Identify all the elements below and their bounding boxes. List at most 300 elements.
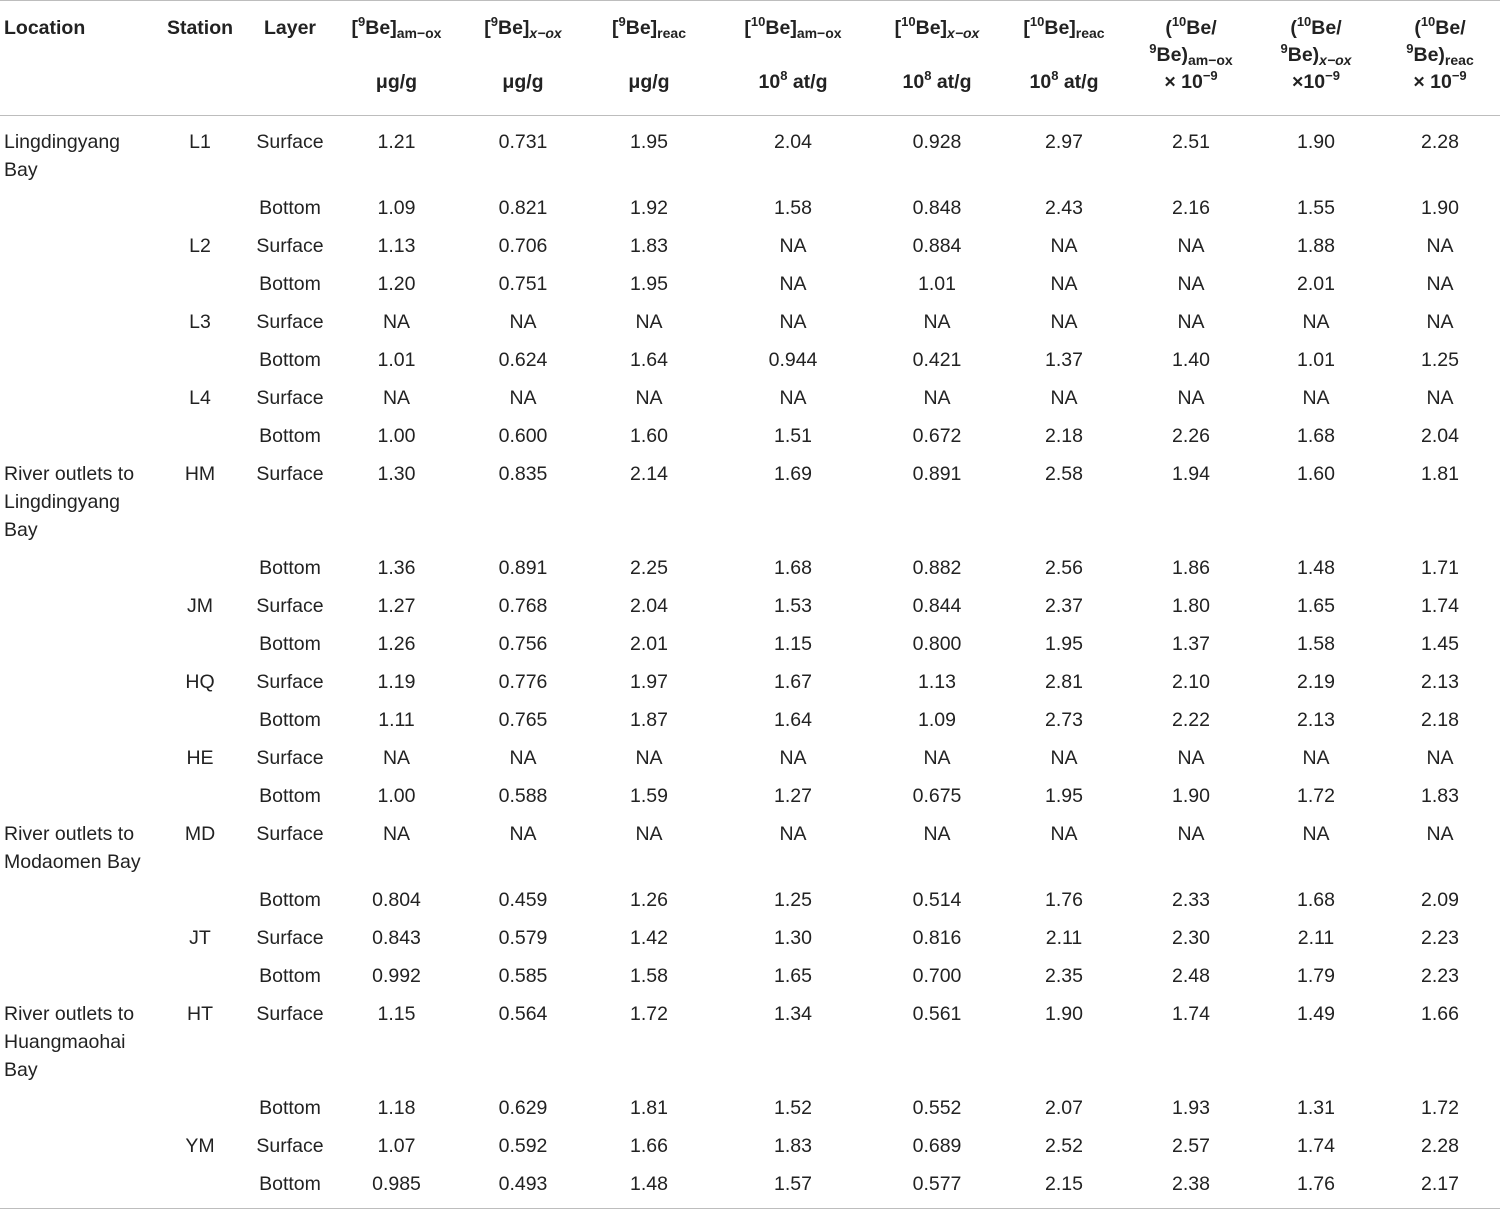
cell-value: 1.90 — [1297, 131, 1335, 153]
cell-value: NA — [1050, 747, 1078, 769]
cell-value: 1.76 — [1045, 889, 1083, 911]
cell-value: 1.90 — [1421, 197, 1459, 219]
cell-value: 1.48 — [588, 1160, 710, 1209]
cell-value: 1.65 — [1297, 595, 1335, 617]
header-location: Location — [0, 1, 155, 116]
table-row — [0, 1084, 1500, 1122]
cell-value: 0.844 — [912, 595, 962, 617]
cell-value: NA — [635, 387, 663, 409]
cell-value: 2.51 — [1172, 131, 1210, 153]
header-ratio-reac: ($^{10}$Be/ $^9Be)_{reac}$ × $10^{-9}$ — [1380, 1, 1500, 116]
cell-value: 2.37 — [1045, 595, 1083, 617]
cell-value: 0.493 — [458, 1160, 588, 1209]
cell-layer: Bottom — [259, 633, 321, 655]
cell-value: 1.83 — [774, 1135, 812, 1157]
cell-value: NA — [779, 273, 807, 295]
cell-value: 1.30 — [774, 927, 812, 949]
header-be9-am-ox: $[^9Be]_{am-ox}$ μg/g — [335, 1, 458, 116]
cell-station — [155, 544, 245, 582]
header-station: Station — [155, 1, 245, 116]
cell-station: JM — [187, 595, 213, 617]
cell-value: 0.514 — [912, 889, 962, 911]
cell-value: 2.81 — [1045, 671, 1083, 693]
cell-layer: Surface — [256, 823, 324, 845]
cell-layer: Bottom — [259, 889, 321, 911]
cell-value: 0.821 — [498, 197, 548, 219]
cell-value: NA — [382, 311, 411, 333]
cell-value: 1.74 — [1297, 1135, 1335, 1157]
cell-layer: Bottom — [245, 1160, 335, 1209]
cell-value: 1.68 — [774, 557, 812, 579]
cell-value: 1.40 — [1172, 349, 1210, 371]
cell-value: NA — [1426, 273, 1454, 295]
cell-value: NA — [509, 823, 537, 845]
cell-value: 0.588 — [498, 785, 548, 807]
cell-layer: Bottom — [259, 349, 321, 371]
cell-value: 1.34 — [774, 1003, 812, 1025]
cell-location — [0, 772, 155, 810]
cell-value: 1.30 — [377, 463, 416, 485]
cell-layer: Surface — [256, 1003, 324, 1025]
cell-value: 1.90 — [1045, 1003, 1083, 1025]
cell-value: 2.11 — [1297, 927, 1335, 949]
cell-value: 2.11 — [1045, 927, 1083, 949]
header-ratio-x-ox: ($^{10}$Be/ $^9Be)_{x-ox}$ $\times 10^{-9}$ — [1252, 1, 1380, 116]
cell-value: 2.04 — [1421, 425, 1459, 447]
cell-value: 1.72 — [1297, 785, 1335, 807]
cell-layer: Bottom — [259, 1097, 321, 1119]
cell-layer: Bottom — [259, 273, 321, 295]
cell-location — [0, 734, 155, 772]
cell-location — [0, 582, 155, 620]
cell-value: 1.60 — [1297, 463, 1335, 485]
cell-station: L4 — [189, 387, 211, 409]
cell-value: NA — [1177, 387, 1205, 409]
table-row — [0, 734, 1500, 772]
cell-value: 1.97 — [630, 671, 668, 693]
cell-layer: Bottom — [259, 197, 321, 219]
cell-value: 0.421 — [912, 349, 962, 371]
cell-layer: Surface — [256, 595, 324, 617]
table-row — [0, 450, 1500, 544]
cell-value: 2.28 — [1421, 1135, 1459, 1157]
cell-layer: Bottom — [259, 709, 321, 731]
table-row — [0, 582, 1500, 620]
cell-location: River outlets to Modaomen Bay — [4, 823, 141, 873]
cell-value: NA — [1177, 311, 1205, 333]
cell-value: 1.95 — [630, 273, 668, 295]
cell-value: NA — [382, 747, 411, 769]
unit-label: μg/g — [628, 71, 670, 93]
unit-label: × $10^{-9}$ — [1413, 68, 1467, 93]
unit-label: $10^8$ at/g — [1029, 68, 1099, 93]
cell-value: 0.561 — [912, 1003, 962, 1025]
cell-value: 2.19 — [1297, 671, 1335, 693]
cell-value: 2.30 — [1172, 927, 1210, 949]
cell-value: 1.11 — [378, 709, 415, 731]
cell-value: 2.22 — [1172, 709, 1210, 731]
cell-value: 2.07 — [1045, 1097, 1083, 1119]
cell-value: 0.592 — [498, 1135, 548, 1157]
cell-value: NA — [1050, 235, 1078, 257]
cell-value: NA — [923, 311, 951, 333]
cell-value: 1.71 — [1421, 557, 1459, 579]
cell-value: 1.26 — [377, 633, 416, 655]
table-row — [0, 772, 1500, 810]
cell-value: 1.52 — [774, 1097, 812, 1119]
cell-value: 1.72 — [1421, 1097, 1459, 1119]
cell-location — [0, 544, 155, 582]
cell-station: HQ — [185, 671, 215, 693]
cell-value: NA — [1050, 387, 1078, 409]
cell-value: NA — [1426, 387, 1454, 409]
cell-value: 1.13 — [377, 235, 416, 257]
cell-value: 0.992 — [372, 965, 421, 987]
cell-value: 1.51 — [774, 425, 812, 447]
cell-value: NA — [779, 823, 807, 845]
cell-location: Lingdingyang Bay — [4, 131, 121, 181]
cell-value: 1.64 — [630, 349, 668, 371]
table-row — [0, 876, 1500, 914]
cell-value: NA — [923, 747, 951, 769]
cell-value: 2.13 — [1297, 709, 1335, 731]
table-row — [0, 914, 1500, 952]
cell-station: L1 — [189, 131, 211, 153]
cell-value: 0.928 — [912, 131, 962, 153]
table-row — [0, 260, 1500, 298]
cell-value: 0.944 — [768, 349, 818, 371]
cell-value: NA — [635, 311, 663, 333]
cell-value: 1.74 — [1172, 1003, 1210, 1025]
cell-value: 2.38 — [1130, 1160, 1252, 1209]
cell-value: 1.27 — [774, 785, 812, 807]
cell-value: 1.60 — [630, 425, 668, 447]
cell-value: NA — [1177, 273, 1205, 295]
cell-value: 1.27 — [377, 595, 416, 617]
cell-location — [0, 1160, 155, 1209]
cell-layer: Surface — [256, 235, 324, 257]
cell-value: 0.835 — [498, 463, 548, 485]
cell-value: 1.21 — [377, 131, 416, 153]
cell-value: 1.25 — [774, 889, 812, 911]
cell-value: NA — [1302, 747, 1330, 769]
cell-station: L2 — [189, 235, 211, 257]
cell-value: 2.57 — [1172, 1135, 1210, 1157]
cell-value: 1.74 — [1421, 595, 1459, 617]
cell-value: 0.552 — [912, 1097, 962, 1119]
cell-value: 2.01 — [1297, 273, 1335, 295]
cell-value: 1.58 — [1297, 633, 1335, 655]
cell-value: 2.33 — [1172, 889, 1210, 911]
cell-station: L3 — [189, 311, 211, 333]
cell-value: 2.56 — [1045, 557, 1083, 579]
cell-value: 0.765 — [498, 709, 548, 731]
cell-value: NA — [1426, 823, 1454, 845]
cell-value: 2.14 — [630, 463, 668, 485]
cell-value: 0.579 — [498, 927, 548, 949]
cell-value: 2.73 — [1045, 709, 1083, 731]
cell-value: NA — [382, 823, 411, 845]
cell-value: 1.26 — [630, 889, 668, 911]
cell-station — [155, 336, 245, 374]
cell-value: 1.83 — [630, 235, 668, 257]
table-row — [0, 298, 1500, 336]
table-row — [0, 1122, 1500, 1160]
cell-location — [0, 374, 155, 412]
cell-value: 2.97 — [1045, 131, 1083, 153]
cell-value: 0.577 — [876, 1160, 998, 1209]
cell-value: 1.49 — [1297, 1003, 1335, 1025]
cell-value: 0.564 — [498, 1003, 548, 1025]
cell-value: NA — [923, 823, 951, 845]
cell-value: 1.01 — [1297, 349, 1335, 371]
cell-value: 1.68 — [1297, 889, 1335, 911]
cell-value: 0.585 — [498, 965, 548, 987]
cell-value: NA — [635, 747, 663, 769]
cell-location — [0, 260, 155, 298]
unit-label: μg/g — [375, 71, 418, 93]
cell-value: 1.37 — [1172, 633, 1210, 655]
cell-value: 2.35 — [1045, 965, 1083, 987]
table-row — [0, 810, 1500, 876]
cell-location — [0, 336, 155, 374]
cell-value: 2.17 — [1380, 1160, 1500, 1209]
cell-value: NA — [779, 747, 807, 769]
header-be10-am-ox: $[^{10}Be]_{am-ox}$ $10^8$ at/g — [710, 1, 876, 116]
cell-value: 1.72 — [630, 1003, 668, 1025]
cell-value: NA — [509, 747, 537, 769]
table-row — [0, 184, 1500, 222]
cell-value: 2.13 — [1421, 671, 1459, 693]
table-row — [0, 374, 1500, 412]
cell-station: MD — [184, 823, 216, 845]
cell-value: 1.88 — [1297, 235, 1335, 257]
cell-value: 1.19 — [377, 671, 416, 693]
cell-value: NA — [509, 311, 537, 333]
cell-value: 1.01 — [377, 349, 416, 371]
cell-value: 2.04 — [774, 131, 812, 153]
cell-value: 0.706 — [498, 235, 548, 257]
cell-value: NA — [923, 387, 951, 409]
cell-value: 2.48 — [1172, 965, 1210, 987]
table-row — [0, 990, 1500, 1084]
cell-value: 1.95 — [1045, 785, 1083, 807]
cell-value: 1.69 — [774, 463, 812, 485]
cell-station — [155, 620, 245, 658]
cell-station — [155, 184, 245, 222]
cell-value: 2.09 — [1421, 889, 1459, 911]
cell-value: 0.624 — [498, 349, 548, 371]
cell-value: 1.92 — [630, 197, 668, 219]
table-row — [0, 620, 1500, 658]
cell-value: 1.48 — [1297, 557, 1335, 579]
cell-value: 1.00 — [377, 785, 416, 807]
header-be9-x-ox: $[^9Be]_{x-ox}$ μg/g — [458, 1, 588, 116]
table-row — [0, 952, 1500, 990]
cell-value: 1.66 — [1421, 1003, 1459, 1025]
cell-station: HE — [186, 747, 214, 769]
cell-value: 2.15 — [998, 1160, 1130, 1209]
cell-value: 1.83 — [1421, 785, 1459, 807]
cell-value: NA — [635, 823, 663, 845]
cell-value: 1.25 — [1421, 349, 1459, 371]
unit-label: × $10^{-9}$ — [1164, 68, 1218, 93]
cell-value: 1.13 — [918, 671, 956, 693]
cell-value: 2.18 — [1421, 709, 1459, 731]
cell-value: NA — [779, 235, 807, 257]
cell-layer: Surface — [256, 311, 324, 333]
cell-value: NA — [1177, 747, 1205, 769]
cell-location — [0, 876, 155, 914]
cell-value: 1.09 — [377, 197, 416, 219]
cell-value: 1.58 — [774, 197, 812, 219]
cell-value: 0.756 — [498, 633, 548, 655]
cell-value: 2.10 — [1172, 671, 1210, 693]
cell-value: 1.01 — [918, 273, 956, 295]
cell-value: 0.884 — [912, 235, 962, 257]
cell-value: 0.800 — [912, 633, 962, 655]
cell-value: 2.58 — [1045, 463, 1083, 485]
table-row — [0, 658, 1500, 696]
cell-value: NA — [1050, 823, 1078, 845]
cell-layer: Bottom — [259, 965, 321, 987]
cell-location: River outlets to Huangmaohai Bay — [4, 1003, 135, 1081]
table-row — [0, 1160, 1500, 1209]
cell-value: 1.07 — [377, 1135, 416, 1157]
cell-value: 1.55 — [1297, 197, 1335, 219]
cell-value: 2.23 — [1421, 965, 1459, 987]
cell-value: NA — [1426, 235, 1454, 257]
cell-value: 1.57 — [710, 1160, 876, 1209]
cell-value: 1.00 — [377, 425, 416, 447]
cell-value: 1.65 — [774, 965, 812, 987]
cell-value: 0.891 — [498, 557, 548, 579]
cell-station — [155, 696, 245, 734]
unit-label: $\times 10^{-9}$ — [1292, 68, 1340, 93]
cell-value: 1.95 — [1045, 633, 1083, 655]
cell-station — [155, 1084, 245, 1122]
table-row — [0, 544, 1500, 582]
cell-layer: Surface — [256, 1135, 324, 1157]
cell-value: NA — [1050, 311, 1078, 333]
cell-value: 0.804 — [372, 889, 421, 911]
unit-label: $10^8$ at/g — [902, 68, 972, 93]
cell-value: 1.15 — [377, 1003, 416, 1025]
cell-layer: Surface — [256, 387, 324, 409]
cell-station: JT — [189, 927, 211, 949]
cell-value: NA — [1302, 823, 1330, 845]
cell-value: NA — [1426, 311, 1454, 333]
header-ratio-am-ox: ($^{10}$Be/ $^9Be)_{am-ox}$ × $10^{-9}$ — [1130, 1, 1252, 116]
cell-value: 2.25 — [630, 557, 668, 579]
cell-value: 2.18 — [1045, 425, 1083, 447]
cell-value: 1.93 — [1172, 1097, 1210, 1119]
cell-value: 0.731 — [498, 131, 548, 153]
cell-value: NA — [1177, 235, 1205, 257]
cell-value: 0.459 — [498, 889, 548, 911]
cell-location — [0, 222, 155, 260]
cell-value: 1.53 — [774, 595, 812, 617]
cell-value: 1.64 — [774, 709, 812, 731]
table-body — [0, 116, 1500, 1209]
cell-value: 1.86 — [1172, 557, 1210, 579]
cell-value: 1.66 — [630, 1135, 668, 1157]
cell-value: 1.09 — [918, 709, 956, 731]
cell-station — [155, 412, 245, 450]
header-row — [0, 1, 1500, 116]
cell-value: 0.891 — [912, 463, 962, 485]
cell-location — [0, 696, 155, 734]
cell-value: 0.629 — [498, 1097, 548, 1119]
cell-value: 2.28 — [1421, 131, 1459, 153]
header-be10-reac: $[^{10}Be]_{reac}$ $10^8$ at/g — [998, 1, 1130, 116]
cell-value: 0.700 — [912, 965, 962, 987]
cell-value: 0.848 — [912, 197, 962, 219]
cell-value: NA — [509, 387, 537, 409]
cell-value: 1.42 — [630, 927, 668, 949]
cell-location — [0, 298, 155, 336]
cell-value: 2.16 — [1172, 197, 1210, 219]
cell-value: 1.80 — [1172, 595, 1210, 617]
table-row — [0, 412, 1500, 450]
cell-station: YM — [185, 1135, 215, 1157]
cell-value: 2.52 — [1045, 1135, 1083, 1157]
cell-value: 1.31 — [1297, 1097, 1335, 1119]
cell-value: 1.68 — [1297, 425, 1335, 447]
cell-value: 0.816 — [912, 927, 962, 949]
cell-layer: Surface — [256, 463, 324, 485]
cell-value: 0.776 — [498, 671, 548, 693]
cell-value: 0.751 — [498, 273, 548, 295]
cell-layer: Surface — [256, 671, 324, 693]
unit-label: μg/g — [502, 71, 544, 93]
cell-value: 1.81 — [630, 1097, 668, 1119]
cell-station — [155, 772, 245, 810]
cell-location — [0, 952, 155, 990]
cell-value: 2.43 — [1045, 197, 1083, 219]
cell-value: 1.87 — [630, 709, 668, 731]
cell-layer: Bottom — [259, 425, 321, 447]
cell-location — [0, 412, 155, 450]
cell-location — [0, 184, 155, 222]
cell-value: 1.94 — [1172, 463, 1210, 485]
cell-layer: Surface — [256, 747, 324, 769]
cell-value: 2.04 — [630, 595, 668, 617]
cell-value: 1.79 — [1297, 965, 1335, 987]
cell-location — [0, 1122, 155, 1160]
cell-station — [155, 876, 245, 914]
cell-value: 1.36 — [377, 557, 416, 579]
cell-value: 0.768 — [498, 595, 548, 617]
cell-value: NA — [1050, 273, 1078, 295]
cell-value: 0.843 — [372, 927, 421, 949]
cell-value: 0.689 — [912, 1135, 962, 1157]
cell-value: NA — [1177, 823, 1205, 845]
cell-location — [0, 914, 155, 952]
cell-value: 0.675 — [912, 785, 962, 807]
cell-value: 1.45 — [1421, 633, 1459, 655]
table-row — [0, 116, 1500, 185]
cell-station — [155, 260, 245, 298]
cell-value: 1.90 — [1172, 785, 1210, 807]
cell-layer: Bottom — [259, 785, 321, 807]
cell-value: 0.672 — [912, 425, 962, 447]
cell-station: HT — [187, 1003, 213, 1025]
cell-value: NA — [779, 311, 807, 333]
cell-value: 0.985 — [335, 1160, 458, 1209]
cell-location: River outlets to Lingdingyang Bay — [4, 463, 135, 541]
cell-value: 2.23 — [1421, 927, 1459, 949]
